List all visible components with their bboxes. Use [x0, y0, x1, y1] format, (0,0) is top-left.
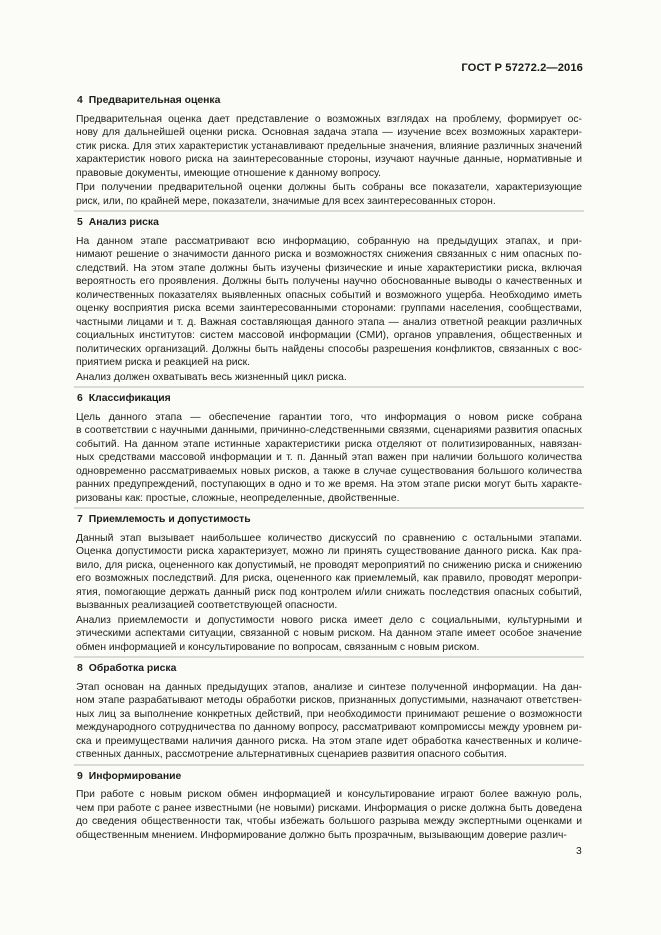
text-line: до сведения общественности так, чтобы избежать большого разрыва между экспертными оценками и	[76, 816, 582, 827]
text-line: характеристик нового риска на заинтересованные стороны, изучают научные данные, нормативные и	[76, 154, 582, 165]
text-line: приятием риска и реакцией на риск.	[76, 357, 251, 368]
text-line: его возможных последствий. Для риска, оцененного как приемлемый, как правило, проводят меропри-	[76, 573, 582, 584]
text-line: частными лицами и т. д. Важная составляющая данного этапа — анализ ответной реакции различных	[76, 316, 582, 328]
text-line: нимают решение о значимости данного риска и возможностях снижения связанных с ним опасных по-	[76, 249, 582, 260]
text-line: ных лиц за выполнение конкретных действий, при необходимости принимают решение о возможности	[76, 708, 582, 720]
text-line: ных средствами массовой информации и т. п. Данный этап важен при наличии большого количества	[76, 452, 582, 463]
section-9	[76, 770, 582, 843]
text-line: Анализ должен охватывать весь жизненный цикл риска.	[76, 371, 347, 383]
standard-code: ГОСТ Р 57272.2—2016	[461, 62, 583, 74]
text-line: Цель данного этапа — обеспечение гарантии того, что информация о новом риске собрана	[76, 411, 582, 423]
text-line: вызванных реализацией соответствующей опасности.	[76, 600, 338, 611]
document-body	[76, 91, 582, 843]
text-line: При работе с новым риском обмен информацией и консультирование играют более важную роль,	[76, 789, 582, 800]
section-5	[76, 216, 582, 388]
section-title: Информирование	[88, 770, 182, 782]
text-line: вероятность его проявления. Должны быть получены научно обоснованные выводы о качественных и	[76, 276, 582, 287]
text-line: в соответствии с научными данными, причинно-следственными связями, сценариями развития опасных	[76, 425, 582, 436]
text-line: этическими аспектами ситуации, связанной с новым риском. На данном этапе имеет особое значение	[76, 628, 582, 639]
text-line: Предварительная оценка дает представление о возможных взглядах на проблему, формирует ос-	[76, 113, 582, 125]
text-line: На данном этапе рассматривают всю информацию, собранную на предыдущих этапах, и при-	[76, 235, 582, 247]
section-8	[76, 662, 582, 766]
text-line: политических организаций. Должны быть найдены способы разрешения конфликтов, связанных с вос-	[76, 343, 582, 355]
paragraph	[76, 532, 582, 613]
section-number: 8	[77, 663, 83, 674]
text-line: Анализ приемлемости и допустимости нового риска имеет дело с социальными, культурными и	[76, 614, 582, 626]
text-line: ном этапе разрабатывают методы обработки рисков, признанных допустимыми, назначают ответствен-	[76, 695, 582, 706]
section-title: Анализ риска	[88, 217, 159, 228]
text-line: ска и преимуществами наличия данного риска. На этом этапе идет обработка качественных и количе-	[76, 735, 582, 747]
section-7	[76, 513, 582, 658]
section-divider	[74, 386, 584, 388]
section-heading	[76, 392, 582, 406]
section-title: Приемлемость и допустимость	[88, 514, 251, 525]
section-divider	[74, 656, 584, 658]
paragraph	[76, 681, 582, 762]
paragraph	[76, 181, 582, 208]
text-line: количественных показателях выявленных опасных событий и возможного ущерба. Необходимо иметь	[76, 289, 582, 301]
paragraph	[76, 113, 582, 181]
text-line: одновременно рассматриваемых новых рисков, а также в случае существования большого количества	[76, 465, 582, 477]
text-line: социальных институтов: систем массовой информации (СМИ), органов управления, общественных и	[76, 330, 582, 341]
text-line: правовые документы, имеющие отношение к данному вопросу.	[76, 167, 382, 179]
section-number: 4	[77, 95, 83, 106]
section-divider	[74, 764, 584, 766]
text-line: событий. На данном этапе истинные характеристики риска отделяют от политизированных, навязан-	[76, 438, 582, 450]
text-line: Оценка допустимости риска характеризует, можно ли принять существование данного риска. Как пра-	[76, 546, 582, 557]
text-line: обмен информацией и консультирование по вопросам, связанным с новым риском.	[76, 641, 480, 653]
text-line: При получении предварительной оценки должны быть собраны все показатели, характеризующие	[76, 182, 582, 193]
paragraph	[76, 235, 582, 370]
section-6	[76, 392, 582, 509]
section-divider	[74, 210, 584, 212]
text-line: следствий. На этом этапе должны быть изучены физические и иные характеристики риска, включая	[76, 262, 582, 274]
paragraph	[76, 411, 582, 506]
paragraph	[76, 788, 582, 842]
text-line: вило, для риска, оцененного как допустимый, не проводят мероприятий по снижению риска и снижению	[76, 559, 582, 571]
text-line: ственных данных, рассмотрение альтернативных сценариев развития опасного события.	[76, 749, 507, 760]
section-number: 6	[77, 393, 83, 404]
text-line: риск, или, по крайней мере, показатели, значимые для всех заинтересованных сторон.	[76, 195, 496, 207]
paragraph	[76, 371, 582, 385]
section-title: Предварительная оценка	[88, 95, 221, 106]
text-line: чем при работе с ранее известными (не новыми) рисками. Информация о риске должна быть доведена	[76, 802, 582, 814]
section-number: 7	[77, 514, 83, 525]
text-line: нову для дальнейшей оценки риска. Основная задача этапа — изучение всех возможных характери-	[76, 127, 582, 138]
text-line: общественным мнением. Информирование должно быть прозрачным, вызывающим доверие различ-	[76, 829, 567, 841]
text-line: Этап основан на данных предыдущих этапов, анализе и синтезе полученной информации. На дан-	[76, 681, 582, 693]
section-heading	[76, 770, 582, 784]
text-line: международного сотрудничества по данному вопросу, рассматривают компромиссы между уровнем ри-	[76, 722, 582, 733]
section-title: Обработка риска	[88, 663, 177, 674]
section-heading	[76, 216, 582, 230]
paragraph	[76, 614, 582, 655]
section-number: 9	[77, 770, 83, 782]
section-number: 5	[77, 217, 83, 228]
text-line: Данный этап вызывает наибольшее количество дискуссий по сравнению с остальными этапами.	[76, 532, 582, 544]
section-heading	[76, 94, 582, 108]
text-line: ранних предупреждений, поступающих в одно и то же время. На этом этапе риски могут быть характе-	[76, 479, 582, 490]
section-heading	[76, 662, 582, 676]
page-number: 3	[576, 846, 582, 857]
text-line: ризованы как: простые, сложные, неопределенные, двойственные.	[76, 492, 400, 504]
section-title: Классификация	[88, 393, 171, 404]
text-line: ятия, помогающие держать данный риск под контролем и/или снижать последствия опасных событий,	[76, 586, 582, 598]
section-divider	[74, 507, 584, 509]
text-line: стик риска. Для этих характеристик устанавливают предельные значения, влияние различных значений	[76, 140, 582, 152]
section-heading	[76, 513, 582, 527]
text-line: оценку восприятия риска всеми заинтересованными сторонами: группами населения, сообществами,	[76, 303, 582, 314]
section-4	[76, 94, 582, 212]
